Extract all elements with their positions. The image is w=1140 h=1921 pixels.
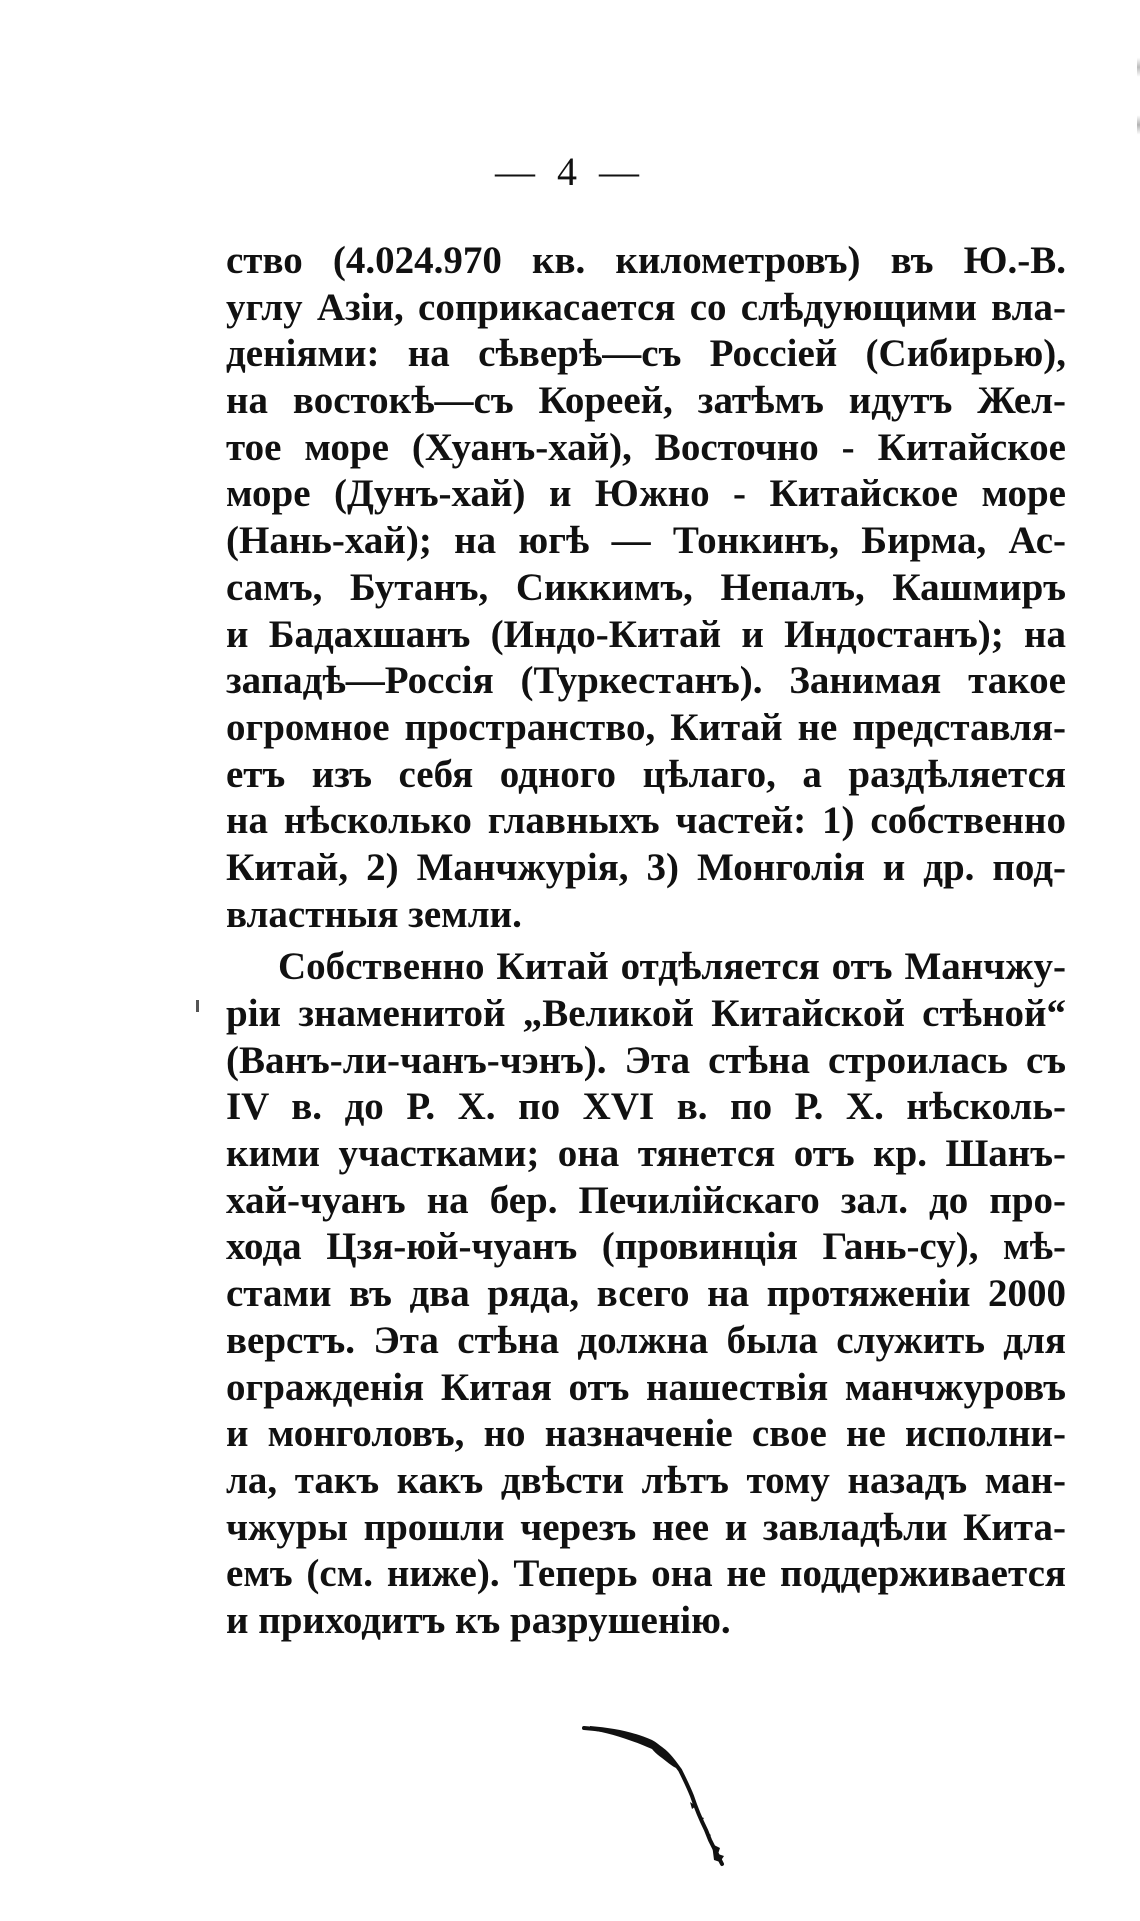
page-number: — 4 — [495, 149, 645, 194]
text-line: западѣ—Россія (Туркестанъ). Занимая такое [226, 659, 1066, 703]
text-line: чжуры прошли черезъ нее и завладѣли Кита- [226, 1505, 1066, 1549]
text-line: Китай, 2) Манчжурія, 3) Монголія и др. под- [226, 845, 1066, 889]
text-line: деніями: на сѣверѣ—съ Россіей (Сибирью), [226, 332, 1066, 376]
text-line: властныя земли. [226, 892, 522, 936]
body-text [226, 238, 1066, 1645]
text-line: и приходитъ къ разрушенію. [226, 1598, 731, 1642]
text-line: хай-чуанъ на бер. Печилійскаго зал. до про- [226, 1178, 1066, 1222]
text-line: и Бадахшанъ (Индо-Китай и Индостанъ); на [226, 612, 1066, 656]
text-line: емъ (см. ниже). Теперь она не поддерживается [226, 1552, 1066, 1596]
text-line: на нѣсколько главныхъ частей: 1) собственно [226, 799, 1066, 843]
text-line: ріи знаменитой „Великой Китайской стѣной“ [226, 992, 1066, 1035]
paragraph-2 [226, 944, 1066, 1644]
text-line: и монголовъ, но назначеніе свое не исполни- [226, 1412, 1066, 1456]
text-line: самъ, Бутанъ, Сиккимъ, Непалъ, Кашмиръ [226, 565, 1066, 609]
text-line: кими участками; она тянется отъ кр. Шанъ- [226, 1132, 1066, 1176]
text-line: Собственно Китай отдѣляется отъ Манчжу- [278, 945, 1066, 989]
text-line: етъ изъ себя одного цѣлаго, а раздѣляется [226, 752, 1066, 796]
text-line: (Нань-хай); на югѣ — Тонкинъ, Бирма, Ас- [226, 519, 1066, 563]
text-line: огражденія Китая отъ нашествія манчжуровъ [226, 1365, 1066, 1409]
text-line: тое море (Хуанъ-хай), Восточно - Китайское [226, 425, 1066, 469]
text-line: огромное пространство, Китай не представля- [226, 705, 1066, 749]
stray-ink-mark [196, 1000, 199, 1012]
paragraph-1 [226, 238, 1066, 938]
text-line: (Ванъ-ли-чанъ-чэнъ). Эта стѣна строилась съ [226, 1038, 1066, 1082]
text-line: море (Дунъ-хай) и Южно - Китайское море [226, 472, 1066, 516]
text-line: на востокѣ—съ Кореей, затѣмъ идутъ Жел- [226, 379, 1066, 423]
text-line: стами въ два ряда, всего на протяженіи 2000 [226, 1272, 1066, 1316]
text-line: хода Цзя-юй-чуанъ (провинція Гань-су), мѣ- [226, 1225, 1066, 1269]
text-line: ла, такъ какъ двѣсти лѣтъ тому назадъ ман- [226, 1458, 1066, 1502]
text-line: IV в. до Р. Х. по XVI в. по Р. Х. нѣсколь- [226, 1085, 1066, 1129]
tailpiece-ornament [580, 1720, 770, 1870]
text-line: ство (4.024.970 кв. километровъ) въ Ю.-В. [226, 239, 1066, 282]
text-line: углу Азіи, соприкасается со слѣдующими вла- [226, 285, 1066, 329]
text-line: верстъ. Эта стѣна должна была служить для [226, 1318, 1066, 1362]
